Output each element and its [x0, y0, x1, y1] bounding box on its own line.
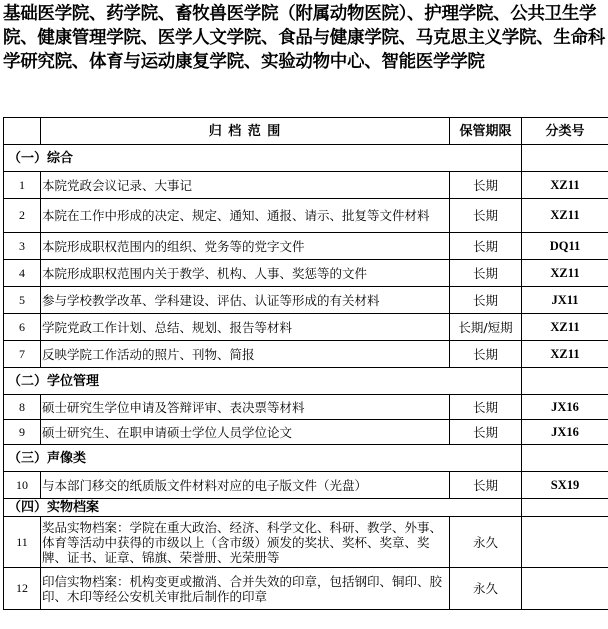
row-number: 11: [4, 517, 41, 568]
row-code: JX16: [522, 420, 608, 445]
header-number-cell: [4, 118, 41, 145]
row-period: 长期: [450, 341, 522, 368]
page-title: 基础医学院、药学院、畜牧兽医学院（附属动物医院）、护理学院、公共卫生学院、健康管理学院、医学人文学院、食品与健康学院、马克思主义学院、生命科学研究院、体育与运动康复学院、实验动物中心、智能医学学院: [3, 4, 605, 72]
table-row: [4, 341, 608, 368]
row-number: 9: [4, 420, 41, 445]
row-number: 6: [4, 314, 41, 341]
row-description: 本院在工作中形成的决定、规定、通知、通报、请示、批复等文件材料: [41, 199, 450, 233]
row-period: 长期: [450, 260, 522, 287]
section-row: [4, 499, 608, 517]
row-number: 3: [4, 233, 41, 260]
row-description: 与本部门移交的纸质版文件材料对应的电子版文件（光盘）: [41, 472, 450, 499]
table-row: [4, 472, 608, 499]
row-code: XZ11: [522, 314, 608, 341]
header-code: 分类号: [522, 118, 608, 145]
row-period: 长期: [450, 172, 522, 199]
row-number: 7: [4, 341, 41, 368]
row-description: 硕士研究生、在职申请硕士学位人员学位论文: [41, 420, 450, 445]
section-label: （三）声像类: [4, 445, 450, 472]
row-description: 本院形成职权范围内关于教学、机构、人事、奖惩等的文件: [41, 260, 450, 287]
header-period: 保管期限: [450, 118, 522, 145]
table-header-row: [4, 118, 608, 145]
table-row: [4, 233, 608, 260]
row-code: XZ11: [522, 199, 608, 233]
row-description: 本院形成职权范围内的组织、党务等的党字文件: [41, 233, 450, 260]
row-number: 10: [4, 472, 41, 499]
section-label: （一）综合: [4, 145, 450, 172]
row-period: 长期: [450, 287, 522, 314]
section-row: [4, 145, 608, 172]
row-period: 长期: [450, 395, 522, 420]
section-label: （二）学位管理: [4, 368, 450, 395]
table-row: [4, 517, 608, 568]
section-row: [4, 368, 608, 395]
table-row: [4, 287, 608, 314]
row-description: 奖品实物档案：学院在重大政治、经济、科学文化、科研、教学、外事、体育等活动中获得的市级以上（含市级）颁发的奖状、奖杯、奖章、奖牌、证书、证章、锦旗、荣誉册、光荣册等: [41, 517, 450, 568]
row-code: [522, 568, 608, 610]
row-description: 学院党政工作计划、总结、规划、报告等材料: [41, 314, 450, 341]
row-period: 长期: [450, 233, 522, 260]
row-code: DQ11: [522, 233, 608, 260]
row-number: 1: [4, 172, 41, 199]
row-description: 反映学院工作活动的照片、刊物、简报: [41, 341, 450, 368]
row-period: 长期: [450, 472, 522, 499]
row-description: 硕士研究生学位申请及答辩评审、表决票等材料: [41, 395, 450, 420]
row-code: XZ11: [522, 260, 608, 287]
row-number: 8: [4, 395, 41, 420]
row-code: XZ11: [522, 341, 608, 368]
row-number: 5: [4, 287, 41, 314]
section-label: （四）实物档案: [4, 499, 450, 517]
archive-scope-table: [3, 117, 608, 610]
row-number: 2: [4, 199, 41, 233]
table-row: [4, 260, 608, 287]
row-number: 12: [4, 568, 41, 610]
row-description: 印信实物档案：机构变更或撤消、合并失效的印章，包括钢印、铜印、胶印、木印等经公安机关审批后制作的印章: [41, 568, 450, 610]
table-row: [4, 199, 608, 233]
row-number: 4: [4, 260, 41, 287]
table-row: [4, 568, 608, 610]
table-row: [4, 314, 608, 341]
row-code: [522, 517, 608, 568]
row-period: 长期: [450, 420, 522, 445]
section-row: [4, 445, 608, 472]
row-period: 永久: [450, 568, 522, 610]
header-range: 归 档 范 围: [41, 118, 450, 145]
row-period: 长期: [450, 199, 522, 233]
table-row: [4, 172, 608, 199]
row-code: XZ11: [522, 172, 608, 199]
row-period: 永久: [450, 517, 522, 568]
table-row: [4, 395, 608, 420]
row-period: 长期/短期: [450, 314, 522, 341]
table-row: [4, 420, 608, 445]
row-description: 本院党政会议记录、大事记: [41, 172, 450, 199]
row-code: JX16: [522, 395, 608, 420]
row-description: 参与学校教学改革、学科建设、评估、认证等形成的有关材料: [41, 287, 450, 314]
row-code: JX11: [522, 287, 608, 314]
row-code: SX19: [522, 472, 608, 499]
